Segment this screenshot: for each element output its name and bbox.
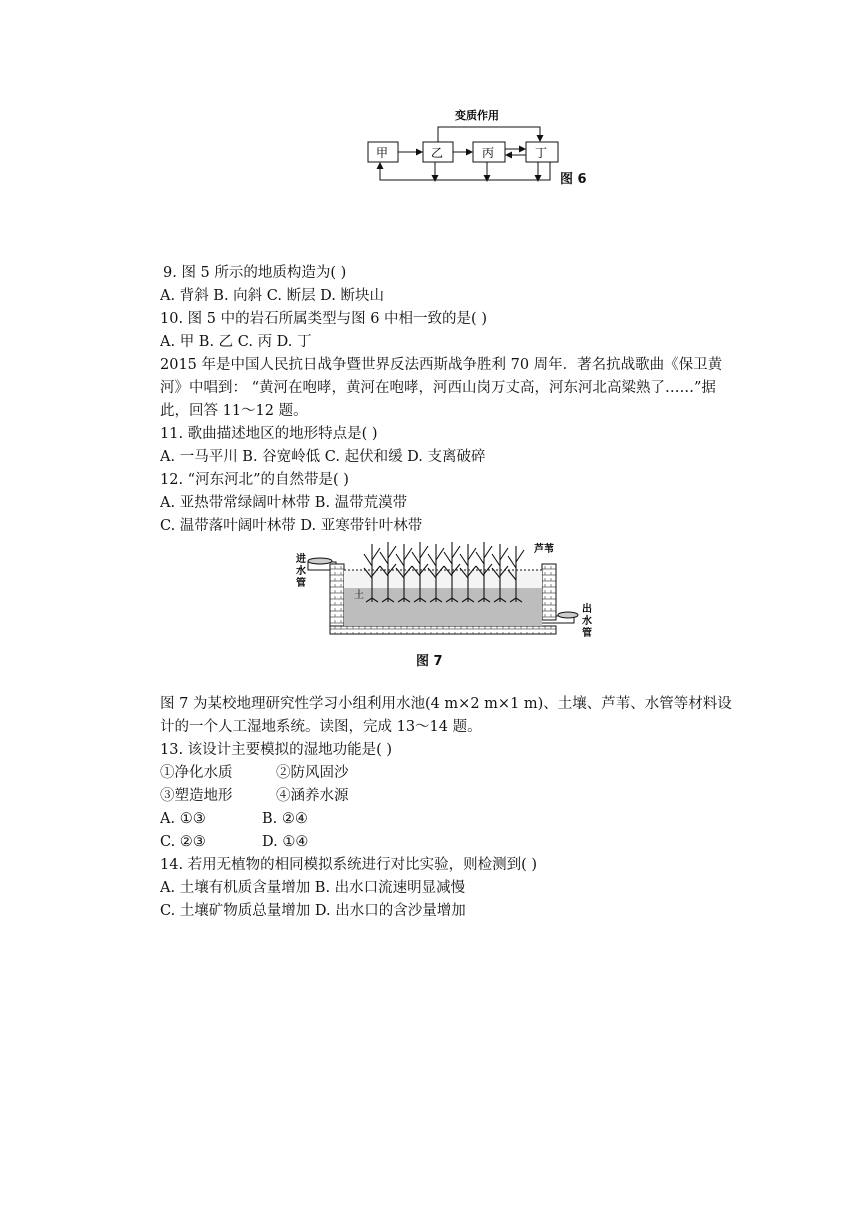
q13-option-1: ①净化水质 [160,765,233,781]
q14-options-2: C. 土壤矿物质总量增加 D. 出水口的含沙量增加 [160,903,466,919]
q10-stem: 10. 图 5 中的岩石所属类型与图 6 中相一致的是( ) [160,311,487,327]
q13-option-2: ②防风固沙 [276,765,349,781]
q13-choice-a: A. ①③ [160,811,206,827]
svg-text:进: 进 [296,554,306,565]
q9-options: A. 背斜 B. 向斜 C. 断层 D. 断块山 [160,288,385,304]
svg-text:水: 水 [296,566,306,577]
box-yi-label: 乙 [431,146,444,160]
q13-choice-b: B. ②④ [262,811,308,827]
intro-11-line-1: 2015 年是中国人民抗日战争暨世界反法西斯战争胜利 70 周年．著名抗战歌曲《保卫黄 [160,357,723,373]
pool-wall-left [330,564,344,634]
intro-13-line-1: 图 7 为某校地理研究性学习小组利用水池(4 m×2 m×1 m)、土壤、芦苇、水管等材料设 [160,696,732,712]
q13-choice-d: D. ①④ [262,834,309,850]
figure-7-caption: 图 7 [416,654,443,669]
q11-stem: 11. 歌曲描述地区的地形特点是( ) [160,426,378,442]
q14-options-1: A. 土壤有机质含量增加 B. 出水口流速明显减慢 [160,880,466,896]
intro-13-line-2: 计的一个人工湿地系统。读图，完成 13～14 题。 [160,719,482,735]
intro-11-line-2: 河》中唱到： “黄河在咆哮，黄河在咆哮，河西山岗万丈高，河东河北高粱熟了……”据 [160,380,716,396]
box-ding-label: 丁 [535,146,548,160]
q12-stem: 12. “河东河北”的自然带是( ) [160,472,349,488]
pool-wall-right [542,564,556,620]
q13-choice-c: C. ②③ [160,834,206,850]
figure-6-caption: 图 6 [560,172,587,187]
outlet-label [582,602,592,639]
svg-text:管: 管 [582,628,592,639]
svg-text:出: 出 [582,604,592,615]
q10-options: A. 甲 B. 乙 C. 丙 D. 丁 [160,334,312,350]
pool-floor [330,626,556,634]
q14-stem: 14. 若用无植物的相同模拟系统进行对比实验，则检测到( ) [160,857,538,873]
metamorphism-label: 变质作用 [455,109,499,122]
intro-11-line-3: 此，回答 11～12 题。 [160,403,308,419]
svg-text:水: 水 [582,616,592,627]
reed-label: 芦苇 [534,544,554,555]
figure-7-wetland [290,536,610,644]
q9-stem: 9. 图 5 所示的地质构造为( ) [163,265,347,281]
q12-options-1: A. 亚热带常绿阔叶林带 B. 温带荒漠带 [160,495,408,511]
q13-stem: 13. 该设计主要模拟的湿地功能是( ) [160,742,393,758]
inlet-label [295,552,306,589]
q11-options: A. 一马平川 B. 谷宽岭低 C. 起伏和缓 D. 支离破碎 [160,449,486,465]
svg-text:管: 管 [296,578,306,589]
q12-options-2: C. 温带落叶阔叶林带 D. 亚寒带针叶林带 [160,518,423,534]
soil-label: 土 [354,590,364,601]
q13-option-3: ③塑造地形 [160,788,233,804]
box-jia-label: 甲 [376,146,389,160]
box-bing-label: 丙 [482,146,495,160]
q13-option-4: ④涵养水源 [276,788,349,804]
